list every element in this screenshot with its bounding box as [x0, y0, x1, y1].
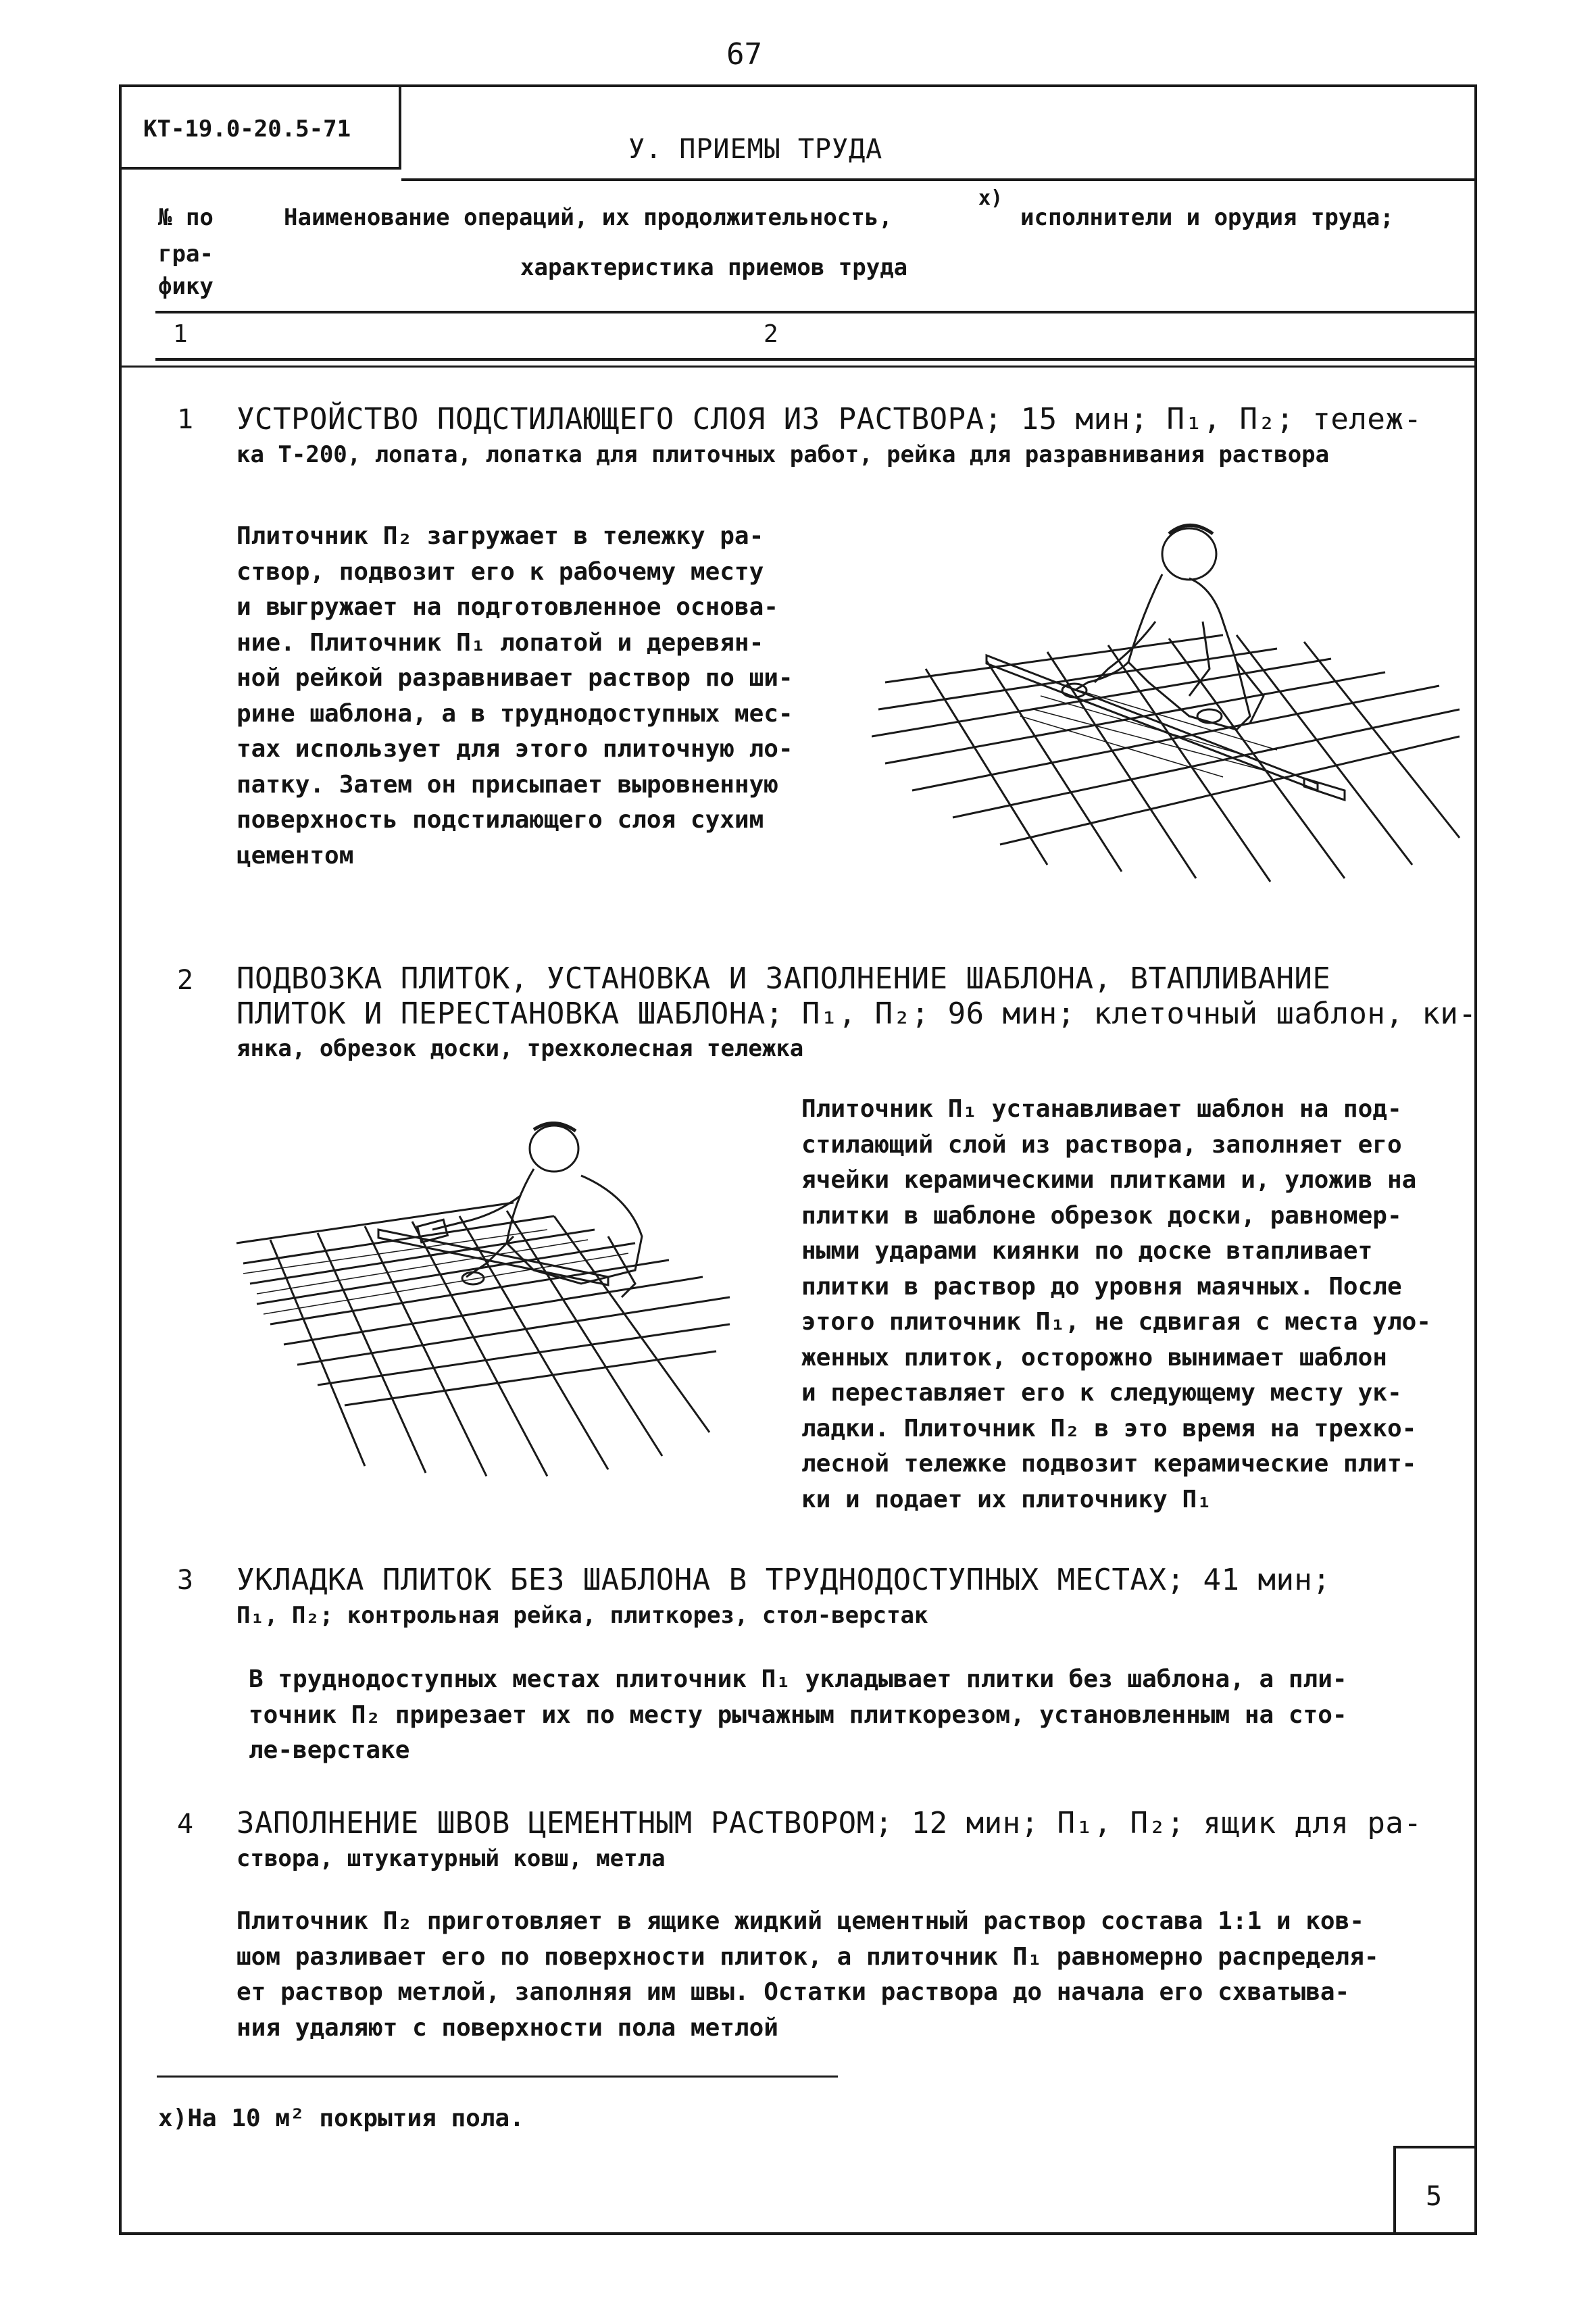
header-rule-bottom: [155, 358, 1477, 361]
op3-desc-line: В труднодоступных местах плиточник П₁ укладывает плитки без шаблона, а пли-: [249, 1665, 1347, 1693]
section-title: У. ПРИЕМЫ ТРУДА: [628, 134, 883, 165]
col2-label-line-1-end: исполнители и орудия труда;: [1020, 204, 1394, 231]
op4-desc-line: шом разливает его по поверхности плиток, а плиточник П₁ равномерно распределя-: [236, 1942, 1379, 1971]
worker-setting-tiles-illustration: [230, 1122, 743, 1500]
op2-title-line-3: янка, обрезок доски, трехколесная тележка: [236, 1035, 804, 1062]
op2-desc-line: плитки в шаблоне обрезок доски, равномер-: [801, 1201, 1402, 1230]
op3-description: [249, 1662, 1347, 1769]
col2-footnote-mark: x): [978, 186, 1003, 210]
op4-desc-line: ния удаляют с поверхности пола метлой: [236, 2013, 778, 2042]
op4-title-line-2: створа, штукатурный ковш, метла: [236, 1845, 666, 1872]
op3-title-line-1: УКЛАДКА ПЛИТОК БЕЗ ШАБЛОНА В ТРУДНОДОСТУПНЫХ МЕСТАХ; 41 мин;: [236, 1563, 1331, 1597]
op1-desc-line: Плиточник П₂ загружает в тележку ра-: [236, 522, 764, 550]
op1-title-line-2: ка Т-200, лопата, лопатка для плиточных работ, рейка для разравнивания раствора: [236, 441, 1330, 468]
op1-desc-line: створ, подвозит его к рабочему месту: [236, 557, 764, 586]
col2-label-line-1: Наименование операций, их продолжительность,: [284, 204, 893, 231]
header-rule-bottom-2: [119, 366, 1477, 368]
op4-description: [236, 1904, 1379, 2046]
op2-desc-line: плитки в раствор до уровня маячных. После: [801, 1272, 1402, 1301]
col1-label-line-3: фику: [158, 273, 214, 300]
op2-title-line-2: ПЛИТОК И ПЕРЕСТАНОВКА ШАБЛОНА; П₁, П₂; 96 мин; клеточный шаблон, ки-: [236, 997, 1477, 1031]
col1-label-line-2: гра-: [158, 241, 214, 268]
footnote: x)На 10 м² покрытия пола.: [158, 2105, 524, 2132]
op3-number: 3: [177, 1565, 194, 1596]
page-number: 67: [726, 37, 762, 72]
op1-desc-line: и выгружает на подготовленное основа-: [236, 593, 778, 621]
op2-desc-line: стилающий слой из раствора, заполняет его: [801, 1130, 1402, 1159]
op2-description: [801, 1092, 1431, 1517]
op4-desc-line: Плиточник П₂ приготовляет в ящике жидкий цементный раствор состава 1:1 и ков-: [236, 1907, 1364, 1935]
op4-desc-line: ет раствор метлой, заполняя им швы. Остатки раствора до начала его схватыва-: [236, 1978, 1350, 2006]
op4-number: 4: [177, 1809, 194, 1840]
op2-desc-line: ладки. Плиточник П₂ в это время на трехко-: [801, 1414, 1417, 1442]
op3-desc-line: точник П₂ прирезает их по месту рычажным плиткорезом, установленным на сто-: [249, 1701, 1347, 1729]
op2-desc-line: ячейки керамическими плитками и, уложив на: [801, 1166, 1417, 1194]
sheet-number: 5: [1426, 2181, 1443, 2212]
col-number-1: 1: [173, 320, 188, 348]
op2-desc-line: женных плиток, осторожно вынимает шаблон: [801, 1343, 1387, 1372]
header-rule-top: [401, 178, 1477, 181]
op3-desc-line: ле-верстаке: [249, 1736, 410, 1764]
op2-title-line-1: ПОДВОЗКА ПЛИТОК, УСТАНОВКА И ЗАПОЛНЕНИЕ ШАБЛОНА, ВТАПЛИВАНИЕ: [236, 961, 1331, 996]
worker-leveling-mortar-illustration: [872, 513, 1466, 892]
doc-code: КТ-19.0-20.5-71: [119, 84, 401, 170]
op2-desc-line: Плиточник П₁ устанавливает шаблон на под-: [801, 1095, 1402, 1123]
op4-title-line-1: ЗАПОЛНЕНИЕ ШВОВ ЦЕМЕНТНЫМ РАСТВОРОМ; 12 мин; П₁, П₂; ящик для ра-: [236, 1806, 1422, 1840]
op2-desc-line: и переставляет его к следующему месту ук-: [801, 1379, 1402, 1407]
col-number-2: 2: [764, 320, 778, 348]
header-rule-mid: [155, 311, 1477, 313]
op1-desc-line: рине шаблона, а в труднодоступных мес-: [236, 699, 793, 728]
op1-title-line-1: УСТРОЙСТВО ПОДСТИЛАЮЩЕГО СЛОЯ ИЗ РАСТВОРА; 15 мин; П₁, П₂; тележ-: [236, 402, 1422, 436]
op2-desc-line: этого плиточник П₁, не сдвигая с места уло-: [801, 1308, 1431, 1336]
op1-desc-line: ной рейкой разравнивает раствор по ши-: [236, 664, 793, 692]
op1-number: 1: [177, 404, 194, 435]
col1-label-line-1: № по: [158, 204, 214, 231]
op1-desc-line: тах использует для этого плиточную ло-: [236, 735, 793, 763]
op1-description: [236, 519, 793, 874]
op3-title-line-2: П₁, П₂; контрольная рейка, плиткорез, стол-верстак: [236, 1602, 928, 1629]
op1-desc-line: поверхность подстилающего слоя сухим: [236, 806, 764, 834]
op2-desc-line: ными ударами киянки по доске втапливает: [801, 1237, 1373, 1265]
op2-desc-line: лесной тележке подвозит керамические плит-: [801, 1450, 1417, 1478]
op1-desc-line: цементом: [236, 841, 354, 870]
op2-desc-line: ки и подает их плиточнику П₁: [801, 1485, 1212, 1513]
footnote-rule: [157, 2076, 838, 2078]
op1-desc-line: ние. Плиточник П₁ лопатой и деревян-: [236, 628, 764, 657]
op2-number: 2: [177, 965, 194, 996]
col2-label-line-2: характеристика приемов труда: [520, 254, 908, 281]
op1-desc-line: патку. Затем он присыпает выровненную: [236, 770, 778, 799]
